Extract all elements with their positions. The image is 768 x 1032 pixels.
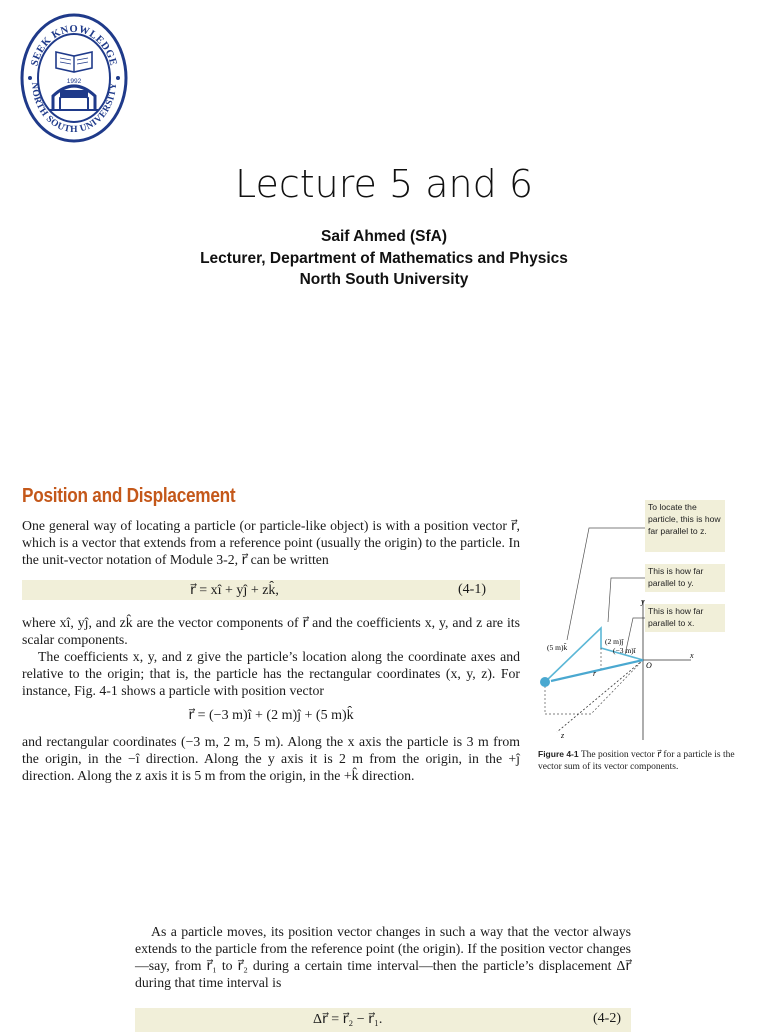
axis-y-label: y — [641, 597, 645, 606]
paragraph-components: where xî, yĵ, and zk̂ are the vector components of r⃗ and the coefficients x, y, and z are its scalar components. — [22, 615, 520, 647]
figure-caption — [538, 748, 748, 773]
vector-r-label: r⃗ — [593, 669, 603, 678]
figure-4-1-diagram — [533, 500, 745, 740]
logo-text-bottom: NORTH SOUTH UNIVERSITY — [28, 82, 120, 136]
component-y-label: (2 m)ĵ — [605, 637, 624, 646]
institution-name: North South University — [299, 271, 469, 288]
logo-text-top: SEEK KNOWLEDGE — [29, 23, 119, 68]
author-name: Saif Ahmed (SfA) — [320, 228, 447, 245]
university-logo — [20, 12, 128, 144]
component-z-label: (5 m)k̂ — [547, 643, 568, 652]
lecture-title: Lecture 5 and 6 — [234, 162, 533, 206]
callout-x: This is how far parallel to x. — [648, 606, 704, 628]
paragraph-position-vector: One general way of locating a particle (or particle-like object) is with a position vector r⃗, which is a vector that extends from a reference point (usually the origin) to the particle. In the unit-vector notation of Module 3-2, r⃗ can be written — [22, 518, 520, 567]
equation-4-1: r⃗ = xî + yĵ + zk̂, — [190, 583, 279, 598]
paragraph-coordinates — [22, 614, 520, 699]
equation-4-1-box — [22, 580, 520, 600]
section-heading: Position and Displacement — [22, 485, 236, 507]
caption-label: Figure 4-1 — [538, 749, 579, 759]
paragraph-displacement: As a particle moves, its position vector changes in such a way that the vector always extends to the particle from the reference point (the origin). If the position vector changes—say, from r⃗₁ to r⃗₂ during a certain time interval—then the particle’s displacement Δr⃗ during that time interval is — [135, 924, 631, 990]
equation-4-1-number: (4-1) — [458, 582, 486, 597]
origin-label: O — [646, 661, 652, 670]
callout-z: To locate the particle, this is how far parallel to z. — [648, 502, 721, 536]
logo-year: 1992 — [66, 78, 82, 85]
equation-4-2: Δr⃗ = r⃗₂ − r⃗₁. — [313, 1012, 383, 1027]
paragraph-example: and rectangular coordinates (−3 m, 2 m, 5 m). Along the x axis the particle is 3 m from the origin, in the −î direction. Along the y axis it is 2 m from the origin, in the +ĵ direction. Along the z axis it is 5 m from the origin, in the +k̂ direction. — [22, 734, 520, 783]
axis-x-label: x — [690, 651, 694, 660]
equation-4-2-box — [135, 1008, 631, 1032]
caption-text: The position vector r⃗ for a particle is the vector sum of its vector components. — [538, 750, 735, 772]
component-x-label: (−3 m)î — [613, 646, 636, 655]
author-position: Lecturer, Department of Mathematics and Physics — [200, 250, 568, 267]
equation-4-2-number: (4-2) — [593, 1011, 621, 1026]
axis-z-label: z — [561, 731, 565, 740]
equation-example-vector: r⃗ = (−3 m)î + (2 m)ĵ + (5 m)k̂ — [188, 708, 354, 723]
callout-y: This is how far parallel to y. — [648, 566, 704, 588]
paragraph-rectangular: The coefficients x, y, and z give the particle’s location along the coordinate axes and relative to the origin; that is, the particle has the rectangular coordinates (x, y, z). For instance, Fig. 4-1 shows a particle with position vector — [22, 649, 520, 698]
